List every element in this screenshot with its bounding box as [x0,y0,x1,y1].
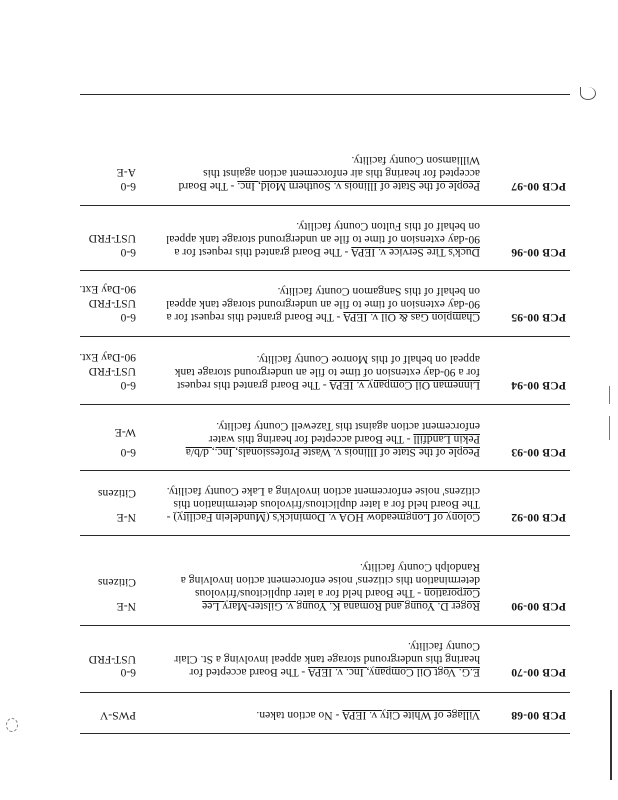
scan-tick-mark [609,416,610,440]
section-rule [80,470,570,471]
case-text: - No action taken. [256,709,343,722]
docket-number: PCB 00-90 [511,600,566,613]
docket-number: PCB 00-93 [511,446,566,459]
section-rule [80,270,570,271]
section-rule [80,205,570,206]
scan-tick-mark [609,386,610,404]
vote-count: 6-0 [120,311,136,324]
entry-description [162,420,480,459]
section-rule [80,404,570,405]
entry-description [162,709,480,722]
entry-description [162,353,480,392]
entry-description [162,220,480,259]
vote-count: 6-0 [120,379,136,392]
scan-smudge [6,718,18,732]
case-caption: People of the State of Illinois v. Waste Professionals, Inc., d/b/a Pekin Landfill [185,433,480,459]
case-type: UST-FRD [88,232,136,245]
case-type: A-E [116,166,136,179]
section-rule [80,336,570,337]
vote-count: N-E [116,600,136,613]
section-rule [80,535,570,536]
docket-number: PCB 00-96 [511,246,566,259]
docket-number: PCB 00-92 [511,511,566,524]
vote-count: 6-0 [120,180,136,193]
case-type: UST-FRD [88,653,136,666]
entry-description [162,485,480,524]
bottom-rule [80,94,570,95]
case-type: Citizens [98,576,136,589]
case-caption: People of the State of Illinois v. Southern Mold, Inc. [237,180,480,193]
entry-description [162,285,480,324]
case-text: - The Board held for a later duplicitous/frivolous determination this citizens' noise enforcement action involving a Randolph County facility. [180,561,480,600]
case-text: - The Board accepted for hearing this air enforcement action against this Williamson County facility. [178,154,480,193]
case-type: W-E [114,426,136,439]
case-caption: Roger D. Young and Romana K. Young v. Gilster-Mary Lee Corporation [202,587,480,613]
docket-number: PCB 00-95 [511,311,566,324]
case-note: 90-Day Ext. [79,351,136,364]
docket-number: PCB 00-70 [511,666,566,679]
case-text: - The Board granted this request for a 90-day extension of time to file an underground storage tank appeal on behalf of this Monroe County facility. [174,353,480,392]
case-text: - The Board accepted for hearing this water enforcement action against this Tazewell County facility. [208,420,480,446]
case-caption: Champion Gas & Oil v. IEPA [343,311,480,324]
case-text: - The Board accepted for hearing this underground storage tank appeal involving a St. Clair County facility. [174,640,480,679]
top-rule [80,733,570,734]
case-type: PWS-V [99,709,136,722]
section-rule [80,692,570,693]
case-caption: Village of White City v. IEPA [342,709,480,722]
case-caption: Duck's Tire Service v. IEPA [351,246,480,259]
case-caption: Colony of Longmeadow HOA v. Dominick's (Mundelein Facility) [173,511,480,524]
case-text: - The Board granted this request for a 90-day extension of time to file an underground storage tank appeal on behalf of this Sangamon County facility. [165,285,480,324]
vote-count: 6-0 [120,446,136,459]
case-type: Citizens [98,487,136,500]
docket-number: PCB 00-97 [511,180,566,193]
case-text: - The Board held for a later duplicitous/frivolous determination this citizens' noise enforcement action involving a Lake County facility. [166,485,480,524]
scan-edge-mark [610,690,612,780]
entry-description [162,640,480,679]
scan-curl-mark [580,87,596,100]
docket-number: PCB 00-94 [511,379,566,392]
case-type: UST-FRD [88,365,136,378]
section-rule [80,625,570,626]
case-caption: E.G. Vogt Oil Company, Inc. v. IEPA [308,666,480,679]
case-text: - The Board granted this request for a 90-day extension of time to file an underground storage tank appeal on behalf of this Fulton County facility. [165,220,480,259]
vote-count: N-E [116,511,136,524]
vote-count: 6-0 [120,246,136,259]
case-caption: Linneman Oil Company v. IEPA [329,379,480,392]
case-type: UST-FRD [88,297,136,310]
docket-number: PCB 00-68 [511,709,566,722]
entry-description [162,154,480,193]
vote-count: 6-0 [120,666,136,679]
case-note: 90-Day Ext. [79,283,136,296]
entry-description [162,561,480,613]
